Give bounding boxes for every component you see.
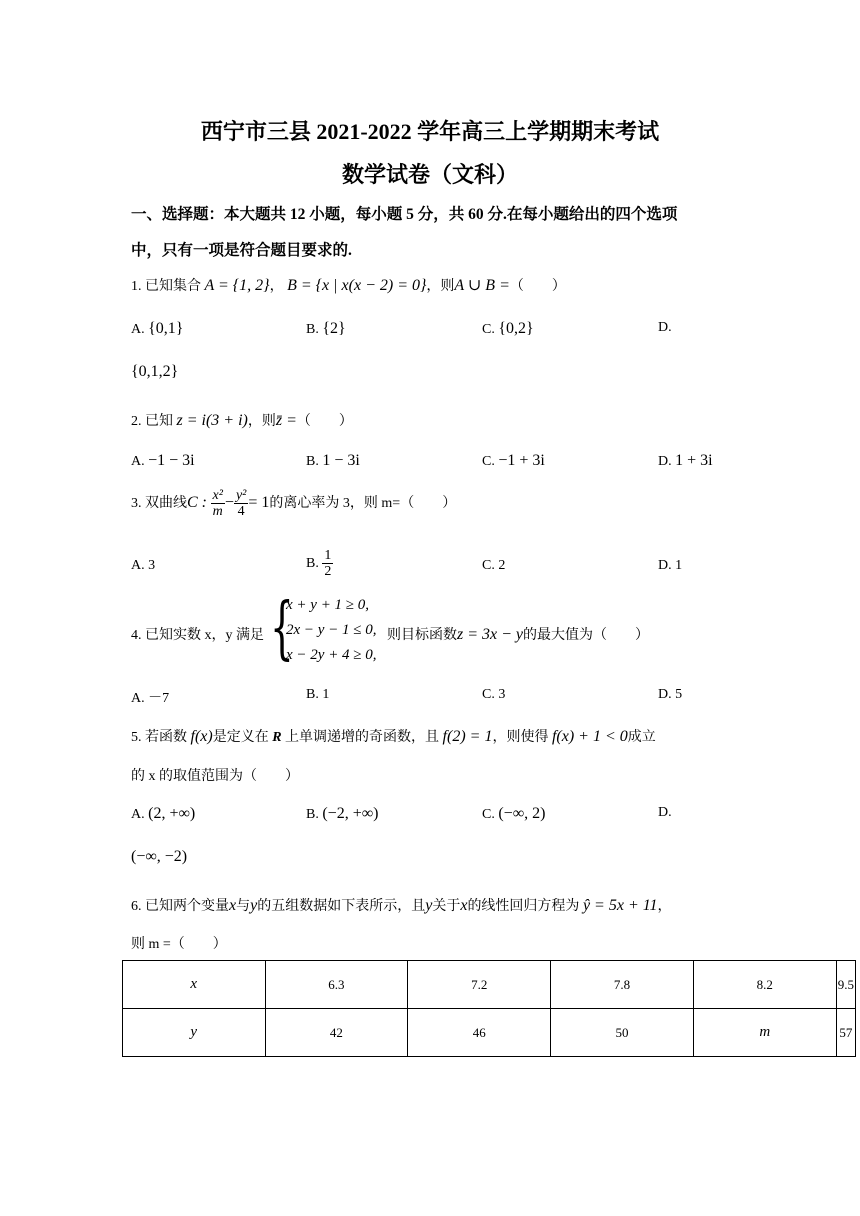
question-6: 6. 已知两个变量x与y的五组数据如下表所示，且y关于x的线性回归方程为 ŷ = 5x + 11，: [131, 897, 672, 914]
constraint-line: x + y + 1 ≥ 0,: [286, 597, 370, 613]
math-expression: f(2) = 1: [442, 728, 493, 745]
table-row: [123, 1009, 856, 1057]
section-header-line1: 一、选择题：本大题共 12 小题，每小题 5 分，共 60 分.在每小题给出的四个选项: [131, 206, 678, 223]
exam-subtitle: 数学试卷（文科）: [341, 162, 518, 187]
table-cell: 46: [408, 1009, 551, 1057]
option-d: D. 1: [658, 558, 683, 573]
question-4-tail: 则目标函数z = 3x − y的最大值为（ ）: [387, 626, 650, 643]
question-4: 4. 已知实数 x，y 满足: [131, 628, 264, 643]
option-c: C. {0,2}: [482, 320, 534, 337]
table-cell: 50: [551, 1009, 694, 1057]
option-c: C. (−∞, 2): [482, 805, 546, 822]
question-text: 已知集合: [145, 279, 201, 294]
regression-equation: ŷ = 5x + 11: [582, 897, 658, 914]
table-cell: 8.2: [693, 961, 836, 1009]
constraint-line: x − 2y + 4 ≥ 0,: [286, 647, 377, 663]
table-cell: x: [123, 961, 266, 1009]
option-d-value: (−∞, −2): [131, 848, 188, 865]
question-5-line2: 的 x 的取值范围为（ ）: [131, 769, 299, 784]
option-d: D.: [658, 320, 672, 335]
table-cell: 9.5: [836, 961, 855, 1009]
table-cell: 42: [265, 1009, 408, 1057]
math-expression: A = {1, 2}: [204, 277, 270, 294]
option-d: D. 5: [658, 687, 683, 702]
table-cell: 7.2: [408, 961, 551, 1009]
option-d: D. 1 + 3i: [658, 452, 713, 469]
math-expression: B = {x | x(x − 2) = 0}: [287, 277, 427, 294]
data-table: [122, 960, 856, 1057]
question-1: [131, 275, 566, 295]
constraint-line: 2x − y − 1 ≤ 0,: [286, 622, 377, 638]
math-expression: z = i(3 + i): [176, 412, 248, 429]
table-row: [123, 961, 856, 1009]
math-expression: f(x): [190, 728, 213, 745]
table-cell: 6.3: [265, 961, 408, 1009]
answer-paren: （ ）: [509, 279, 566, 294]
answer-paren: （ ）: [296, 414, 353, 429]
option-d: D.: [658, 805, 672, 820]
option-c: C. 3: [482, 687, 506, 702]
option-a: A. −1 − 3i: [131, 452, 195, 469]
table-cell: m: [693, 1009, 836, 1057]
math-expression: R: [272, 730, 282, 745]
option-a: A. (2, +∞): [131, 805, 196, 822]
option-c: C. 2: [482, 558, 506, 573]
table-cell: 7.8: [551, 961, 694, 1009]
option-a: A. {0,1}: [131, 320, 184, 337]
option-a: A. 3: [131, 558, 156, 573]
fraction: $\frac{\text{x²}}{m}$: [212, 488, 223, 520]
option-a: A. －7: [131, 691, 170, 706]
option-d-value: {0,1,2}: [131, 363, 179, 380]
option-c: C. −1 + 3i: [482, 452, 545, 469]
fraction: $\frac{1}{2}$: [324, 548, 332, 580]
table-cell: y: [123, 1009, 266, 1057]
question-2: 2. 已知 z = i(3 + i)，则z̄ =（ ）: [131, 412, 353, 429]
math-expression: z̄ =: [275, 412, 297, 429]
question-3: 3. 双曲线C : $\frac{\text{x²}}{m}$ − $\frac{\text{y²}}{4}$ = 1的离心率为 3，则 m=（ ）: [131, 488, 457, 520]
section-header-line2: 中，只有一项是符合题目要求的.: [131, 242, 352, 259]
option-b: B. (−2, +∞): [306, 805, 379, 822]
math-expression: C :: [187, 494, 207, 512]
option-b: B. {2}: [306, 320, 346, 337]
question-5: 5. 若函数 f(x)是定义在 R 上单调递增的奇函数，且 f(2) = 1，则使得 f(x) + 1 < 0成立: [131, 728, 656, 745]
math-expression: A ∪ B =: [454, 277, 510, 294]
option-b: B. $\frac{1}{2}$: [306, 548, 332, 580]
option-b: B. 1: [306, 687, 330, 702]
question-text: ，: [269, 279, 284, 294]
exam-title: 西宁市三县 2021-2022 学年高三上学期期末考试: [200, 119, 660, 144]
question-text: ，则: [426, 279, 455, 294]
math-expression: f(x) + 1 < 0: [551, 728, 628, 745]
math-expression: z = 3x − y: [457, 626, 524, 643]
fraction: $\frac{\text{y²}}{4}$: [235, 488, 247, 520]
table-cell: 57: [836, 1009, 855, 1057]
question-6-line2: 则 m =（ ）: [131, 937, 227, 952]
left-brace-icon: {: [270, 589, 294, 668]
question-number: 1.: [131, 279, 142, 294]
option-b: B. 1 − 3i: [306, 452, 360, 469]
